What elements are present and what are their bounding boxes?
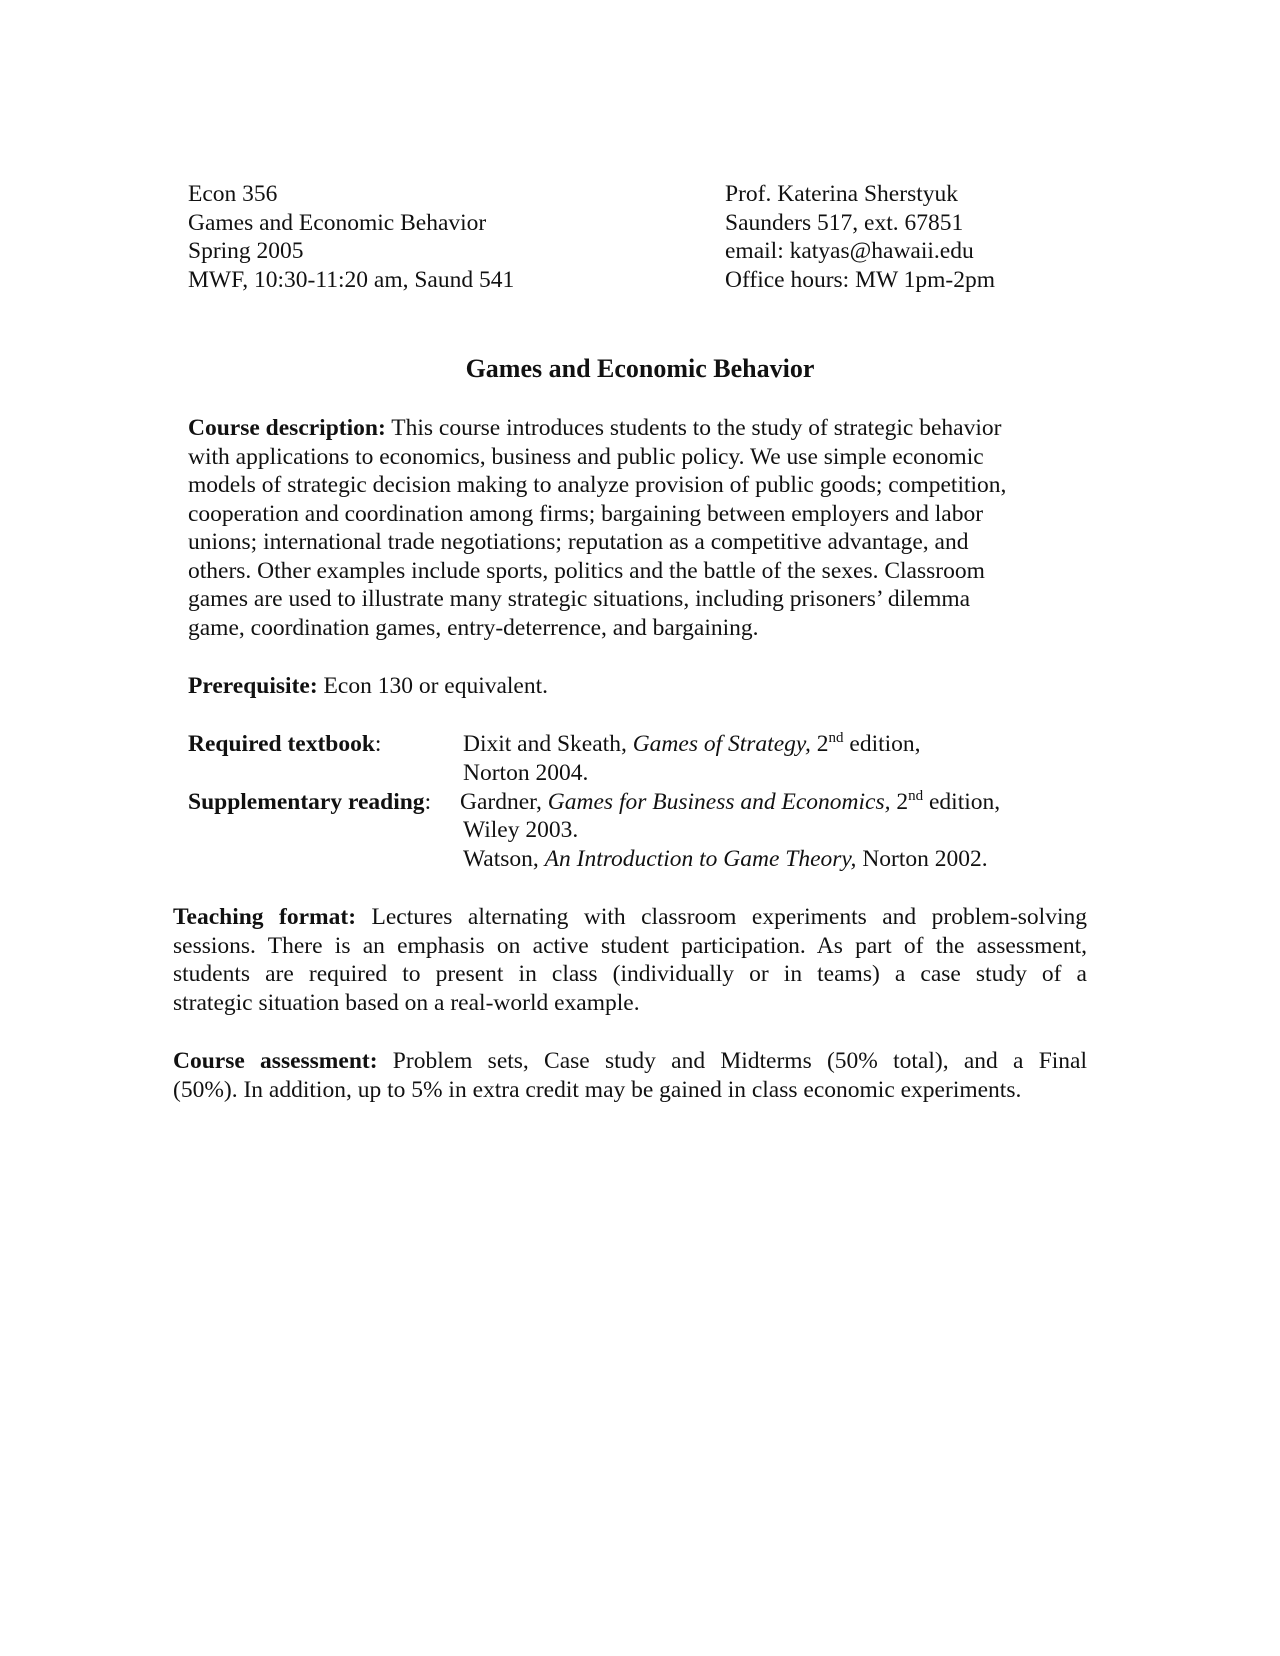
course-description-line: games are used to illustrate many strategic situations, including prisoners’ dilemma — [188, 586, 971, 612]
document-title: Games and Economic Behavior — [465, 354, 815, 383]
instructor-office: Saunders 517, ext. 67851 — [725, 209, 964, 236]
required-textbook-publisher: Norton 2004. — [463, 760, 589, 786]
course-description-line: models of strategic decision making to analyze provision of public goods; competition, — [188, 472, 1007, 498]
teaching-format-line: strategic situation based on a real-world example. — [173, 989, 640, 1016]
header-instructor-info — [725, 180, 995, 294]
course-description-line: with applications to economics, business and public policy. We use simple economic — [188, 443, 984, 470]
course-assessment-line: Problem sets, Case study and Midterms (50% total), and a Final — [377, 1048, 1087, 1074]
supplementary-reading-entry: Gardner, Games for Business and Economics, 2nd edition, — [460, 788, 1001, 815]
teaching-format-line: students are required to present in class (individually or in teams) a case study of a — [173, 961, 1087, 987]
course-description-line: cooperation and coordination among firms; bargaining between employers and labor — [188, 500, 984, 527]
teaching-format-line: sessions. There is an emphasis on active student participation. As part of the assessment, — [173, 932, 1087, 959]
course-number: Econ 356 — [188, 181, 278, 207]
prerequisite-label: Prerequisite: — [188, 673, 318, 699]
supplementary-reading-title: An Introduction to Game Theory, — [544, 846, 857, 872]
required-textbook-label: Required textbook: — [188, 731, 382, 757]
course-description-label: Course description: — [188, 415, 386, 441]
course-assessment-line: (50%). In addition, up to 5% in extra credit may be gained in class economic experiments. — [173, 1076, 1022, 1103]
course-assessment — [173, 1047, 1087, 1104]
header-course-info — [188, 180, 514, 294]
prerequisite-text: Econ 130 or equivalent. — [317, 673, 549, 699]
course-title: Games and Economic Behavior — [188, 209, 487, 236]
teaching-format-label: Teaching format: — [173, 904, 357, 930]
course-description-line: This course introduces students to the study of strategic behavior — [385, 415, 1002, 441]
course-description-line: game, coordination games, entry-deterrence, and bargaining. — [188, 614, 759, 641]
course-description-line: unions; international trade negotiations; reputation as a competitive advantage, and — [188, 529, 969, 555]
required-textbook-entry: Dixit and Skeath, Games of Strategy, 2nd edition, — [463, 730, 921, 757]
course-term: Spring 2005 — [188, 238, 304, 264]
course-description — [188, 414, 1068, 642]
prerequisite — [188, 672, 548, 701]
supplementary-reading-publisher: Wiley 2003. — [463, 817, 579, 843]
supplementary-reading-label: Supplementary reading: — [188, 789, 432, 815]
instructor-office-hours: Office hours: MW 1pm-2pm — [725, 266, 995, 293]
supplementary-reading-title: Games for Business and Economics, — [547, 789, 891, 815]
supplementary-reading-entry: Watson, An Introduction to Game Theory, Norton 2002. — [463, 846, 988, 872]
required-textbook-title: Games of Strategy, — [632, 731, 811, 757]
course-description-line: others. Other examples include sports, politics and the battle of the sexes. Classroom — [188, 557, 985, 584]
instructor-name: Prof. Katerina Sherstyuk — [725, 181, 958, 207]
teaching-format-line: Lectures alternating with classroom experiments and problem-solving — [356, 904, 1087, 930]
teaching-format — [173, 903, 1087, 1017]
course-schedule: MWF, 10:30-11:20 am, Saund 541 — [188, 266, 515, 293]
course-assessment-label: Course assessment: — [173, 1048, 378, 1074]
instructor-email: email: katyas@hawaii.edu — [725, 238, 974, 264]
